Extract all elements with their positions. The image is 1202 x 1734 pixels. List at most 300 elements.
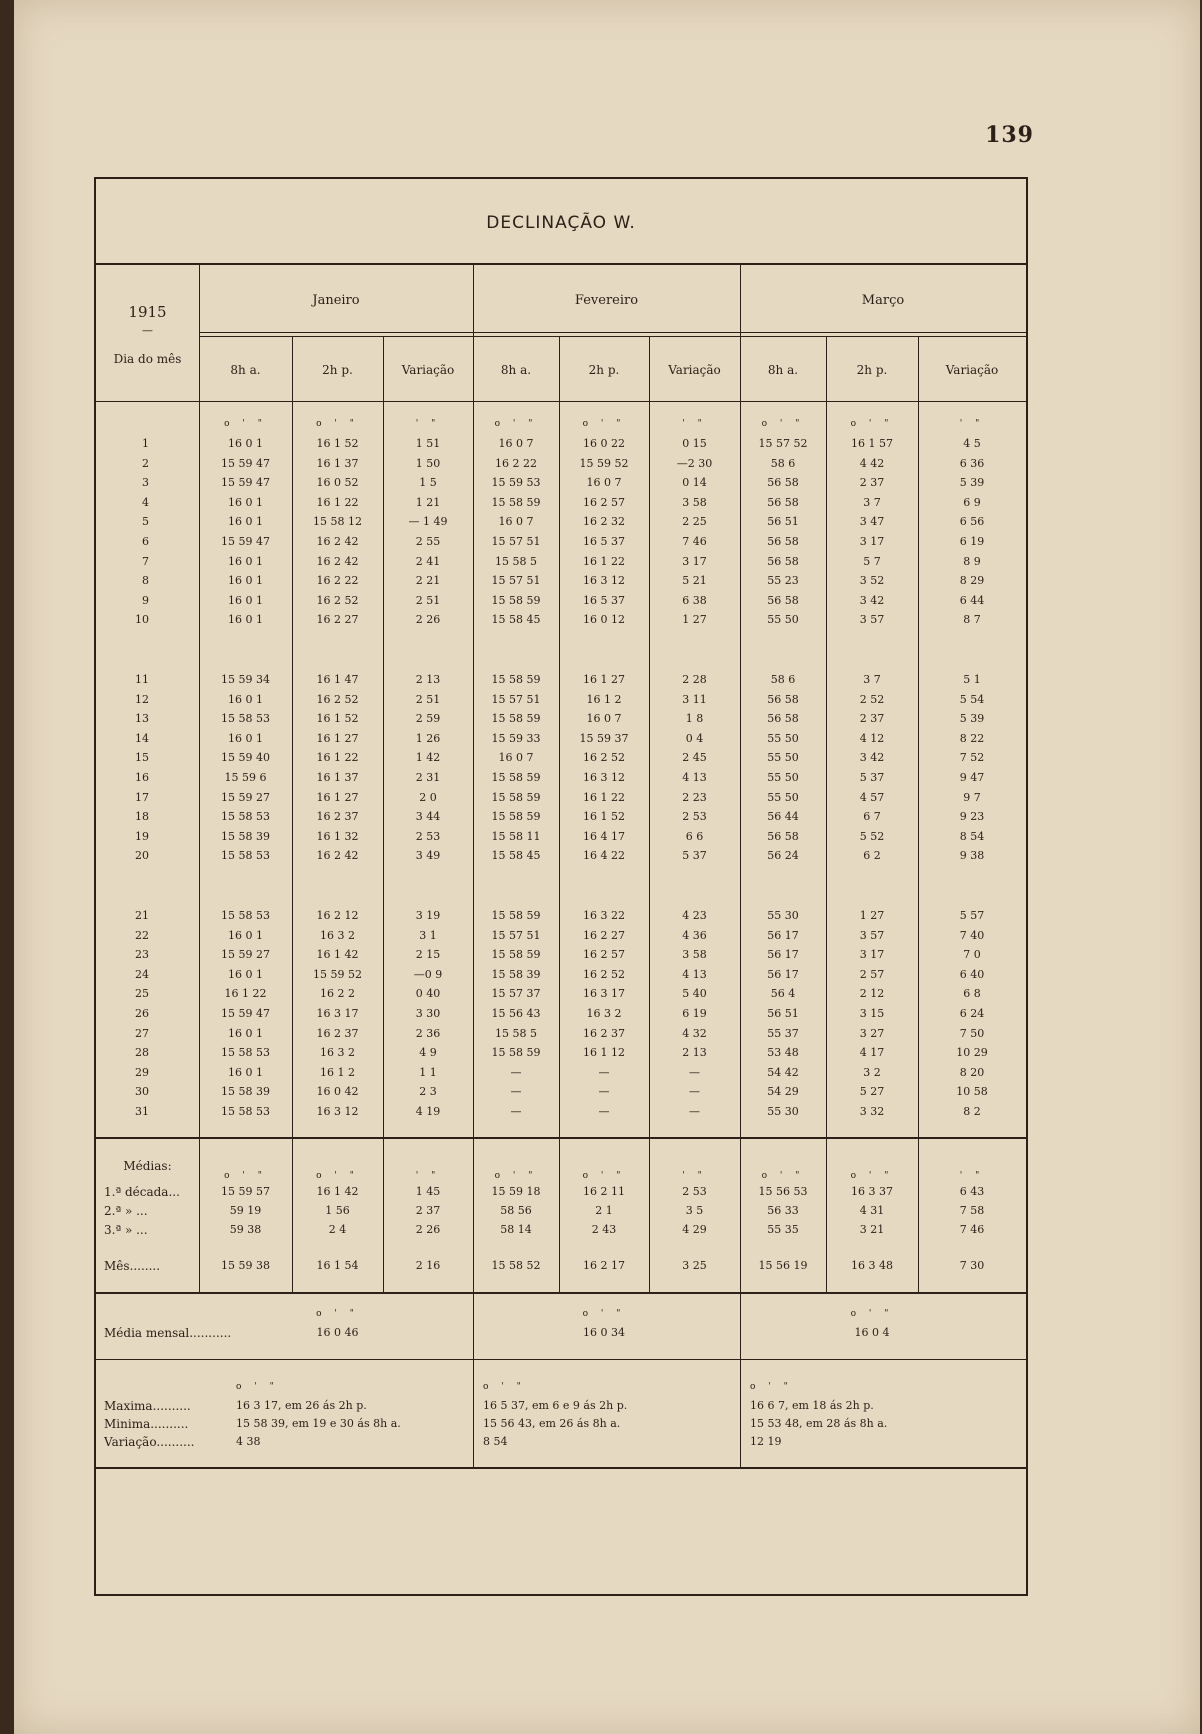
extreme-value: 12 19 bbox=[750, 1435, 782, 1448]
sub-header: 2h p. bbox=[856, 363, 888, 377]
unit-marker: o ' " bbox=[582, 1171, 626, 1181]
day-number: 30 bbox=[135, 1085, 149, 1099]
table-cell: 16 1 52 bbox=[583, 810, 625, 824]
table-cell: 4 13 bbox=[682, 967, 707, 981]
medias-cell: 2 4 bbox=[328, 1223, 347, 1236]
day-number: 1 bbox=[142, 437, 149, 450]
table-cell: 16 0 1 bbox=[228, 495, 263, 509]
table-cell: 4 42 bbox=[859, 456, 885, 470]
medias-cell: 15 59 57 bbox=[221, 1185, 270, 1198]
table-cell: 15 59 47 bbox=[221, 456, 270, 470]
day-number: 23 bbox=[135, 948, 149, 962]
table-cell: 2 51 bbox=[415, 692, 441, 706]
table-cell: 15 58 53 bbox=[221, 712, 270, 726]
table-cell: 0 15 bbox=[682, 437, 707, 450]
table-cell: 15 58 53 bbox=[221, 909, 270, 922]
table-cell: 16 3 12 bbox=[583, 574, 625, 588]
table-cell: 16 2 22 bbox=[316, 574, 359, 588]
table-cell: 15 58 53 bbox=[221, 849, 270, 863]
table-cell: 6 19 bbox=[959, 535, 985, 548]
table-cell: 16 0 1 bbox=[228, 1026, 263, 1040]
sub-header: 8h a. bbox=[230, 363, 261, 377]
table-cell: 0 14 bbox=[682, 476, 707, 490]
day-number: 6 bbox=[142, 535, 149, 548]
table-cell: 3 58 bbox=[682, 948, 707, 962]
unit-marker: o ' " bbox=[316, 1171, 359, 1181]
table-cell: 56 44 bbox=[767, 810, 799, 824]
declination-table bbox=[94, 177, 1028, 1596]
table-cell: 16 3 2 bbox=[320, 1046, 355, 1060]
table-cell: 15 57 51 bbox=[491, 574, 541, 588]
table-cell: — bbox=[510, 1105, 522, 1118]
unit-marker: o ' " bbox=[850, 1171, 894, 1181]
table-cell: 8 20 bbox=[959, 1065, 985, 1079]
table-cell: 54 42 bbox=[767, 1065, 799, 1079]
unit-marker: o ' " bbox=[494, 1171, 538, 1181]
table-cell: 15 58 53 bbox=[221, 810, 270, 824]
unit-marker: o ' " bbox=[483, 1382, 526, 1392]
table-cell: 16 0 1 bbox=[228, 1065, 263, 1079]
table-cell: 55 50 bbox=[767, 771, 799, 784]
table-cell: 5 39 bbox=[959, 476, 985, 490]
table-cell: 1 8 bbox=[685, 712, 704, 726]
extreme-value: 8 54 bbox=[483, 1435, 508, 1448]
table-cell: 5 21 bbox=[682, 574, 707, 588]
media-mensal-value: 16 0 46 bbox=[316, 1326, 359, 1339]
table-cell: 4 5 bbox=[963, 437, 981, 450]
table-cell: 5 37 bbox=[859, 771, 885, 784]
table-cell: 16 3 12 bbox=[583, 771, 625, 784]
table-cell: 2 26 bbox=[415, 613, 441, 627]
medias-cell: 3 5 bbox=[685, 1204, 704, 1217]
table-cell: 2 51 bbox=[415, 593, 441, 607]
day-number: 12 bbox=[135, 692, 149, 706]
table-cell: 16 1 52 bbox=[316, 437, 359, 450]
extreme-value: 16 6 7, em 18 ás 2h p. bbox=[750, 1399, 874, 1412]
unit-marker: ' " bbox=[959, 419, 985, 429]
table-cell: 16 0 1 bbox=[228, 692, 263, 706]
table-cell: 16 2 52 bbox=[583, 751, 625, 765]
day-number: 19 bbox=[135, 829, 149, 843]
table-cell: 2 55 bbox=[415, 535, 441, 548]
table-cell: 15 58 59 bbox=[491, 909, 541, 922]
sub-header: Variação bbox=[401, 363, 455, 377]
table-cell: 16 1 27 bbox=[583, 673, 625, 686]
sub-header: Variação bbox=[945, 363, 999, 377]
table-cell: 16 2 52 bbox=[583, 967, 625, 981]
medias-cell: 56 33 bbox=[767, 1204, 799, 1217]
mes-cell: 15 59 38 bbox=[221, 1259, 270, 1272]
media-mensal-label: Média mensal........... bbox=[104, 1326, 232, 1340]
table-cell: 2 57 bbox=[859, 967, 885, 981]
table-cell: 4 19 bbox=[415, 1105, 441, 1118]
medias-cell: 16 2 11 bbox=[583, 1185, 625, 1198]
table-cell: 6 6 bbox=[685, 829, 704, 843]
title-rule bbox=[96, 263, 1026, 265]
table-cell: 56 51 bbox=[767, 515, 799, 529]
table-cell: 16 2 52 bbox=[316, 692, 359, 706]
day-number: 20 bbox=[135, 849, 149, 863]
table-cell: 15 59 34 bbox=[221, 673, 270, 686]
medias-cell: 4 29 bbox=[682, 1223, 707, 1236]
mes-cell: 3 25 bbox=[682, 1259, 707, 1272]
table-cell: 15 57 51 bbox=[491, 692, 541, 706]
table-cell: 9 23 bbox=[959, 810, 985, 824]
table-cell: 16 0 12 bbox=[583, 613, 625, 627]
unit-marker: o ' " bbox=[761, 419, 805, 429]
table-cell: 4 36 bbox=[682, 928, 707, 942]
table-cell: 3 19 bbox=[415, 909, 441, 922]
table-cell: 5 37 bbox=[682, 849, 707, 863]
medias-cell: 4 31 bbox=[859, 1204, 885, 1217]
table-cell: 3 47 bbox=[859, 515, 885, 529]
table-cell: 55 50 bbox=[767, 751, 799, 765]
table-cell: 7 0 bbox=[963, 948, 981, 962]
unit-marker: o ' " bbox=[224, 419, 267, 429]
table-cell: 16 4 22 bbox=[583, 849, 625, 863]
table-cell: 15 58 59 bbox=[491, 495, 541, 509]
extreme-value: 16 3 17, em 26 ás 2h p. bbox=[236, 1399, 367, 1412]
table-cell: 9 38 bbox=[959, 849, 985, 863]
day-column-header: Dia do mês bbox=[113, 352, 182, 366]
medias-label: Médias: bbox=[123, 1159, 172, 1173]
table-cell: 16 4 17 bbox=[583, 829, 625, 843]
table-cell: 16 1 42 bbox=[316, 948, 359, 962]
table-cell: 16 1 37 bbox=[316, 456, 359, 470]
table-cell: 10 58 bbox=[956, 1085, 988, 1099]
table-cell: 16 0 1 bbox=[228, 731, 263, 745]
table-cell: 15 59 52 bbox=[313, 967, 362, 981]
extreme-value: 15 53 48, em 28 ás 8h a. bbox=[750, 1417, 888, 1430]
table-cell: 15 58 45 bbox=[491, 849, 541, 863]
day-number: 9 bbox=[142, 593, 149, 607]
day-number: 21 bbox=[135, 909, 149, 922]
table-cell: 5 40 bbox=[682, 987, 707, 1001]
year-dash: — bbox=[142, 324, 153, 337]
table-cell: 16 2 37 bbox=[316, 1026, 359, 1040]
table-cell: 2 25 bbox=[682, 515, 707, 529]
table-cell: 4 17 bbox=[859, 1046, 885, 1060]
page bbox=[14, 0, 1200, 1734]
table-cell: 15 58 45 bbox=[491, 613, 541, 627]
table-cell: 3 58 bbox=[682, 495, 707, 509]
year-label: 1915 bbox=[128, 303, 167, 321]
medias-cell: 3 21 bbox=[859, 1223, 885, 1236]
table-cell: 8 7 bbox=[963, 613, 981, 627]
table-cell: 6 38 bbox=[682, 593, 707, 607]
table-cell: 16 2 2 bbox=[320, 987, 355, 1001]
day-number: 4 bbox=[142, 495, 149, 509]
table-cell: 16 3 17 bbox=[583, 987, 625, 1001]
day-number: 11 bbox=[135, 673, 149, 686]
day-number: 24 bbox=[135, 967, 149, 981]
day-number: 22 bbox=[135, 928, 149, 942]
table-cell: 56 24 bbox=[767, 849, 799, 863]
mes-cell: 15 58 52 bbox=[491, 1259, 541, 1272]
table-cell: 5 27 bbox=[859, 1085, 885, 1099]
unit-marker: o ' " bbox=[236, 1382, 279, 1392]
table-cell: 56 58 bbox=[767, 593, 799, 607]
table-cell: 6 36 bbox=[959, 456, 985, 470]
sub-header: 2h p. bbox=[588, 363, 620, 377]
day-number: 28 bbox=[135, 1046, 149, 1060]
table-cell: 3 30 bbox=[415, 1007, 441, 1020]
table-cell: 3 17 bbox=[859, 535, 885, 548]
table-cell: 15 58 11 bbox=[491, 829, 541, 843]
table-cell: 15 57 52 bbox=[758, 437, 808, 450]
mes-cell: 2 16 bbox=[415, 1259, 441, 1272]
extreme-value: 15 56 43, em 26 ás 8h a. bbox=[483, 1417, 621, 1430]
table-cell: 16 2 42 bbox=[316, 849, 359, 863]
table-cell: 15 57 51 bbox=[491, 535, 541, 548]
unit-marker: o ' " bbox=[316, 419, 359, 429]
table-cell: — 1 49 bbox=[408, 515, 448, 529]
table-cell: 16 1 2 bbox=[586, 692, 622, 706]
table-cell: 16 0 1 bbox=[228, 554, 263, 568]
table-cell: 8 54 bbox=[959, 829, 985, 843]
table-cell: 15 58 59 bbox=[491, 673, 541, 686]
table-cell: 15 58 5 bbox=[495, 554, 537, 568]
subheader-rule bbox=[96, 401, 1026, 402]
mes-cell: 16 1 54 bbox=[316, 1259, 359, 1272]
medias-cell: 15 56 53 bbox=[758, 1185, 808, 1198]
table-cell: 5 52 bbox=[859, 829, 885, 843]
table-cell: 10 29 bbox=[956, 1046, 988, 1060]
table-cell: 1 26 bbox=[415, 731, 441, 745]
day-number: 7 bbox=[142, 554, 149, 568]
month-rule bbox=[199, 332, 1026, 333]
table-cell: 15 58 39 bbox=[221, 1085, 270, 1099]
table-cell: 16 3 17 bbox=[316, 1007, 359, 1020]
table-cell: 16 1 27 bbox=[316, 790, 359, 804]
table-cell: 15 59 33 bbox=[491, 731, 541, 745]
table-cell: 6 24 bbox=[959, 1007, 985, 1020]
month-rule-double bbox=[199, 336, 1026, 337]
table-cell: 56 58 bbox=[767, 554, 799, 568]
table-cell: 4 13 bbox=[682, 771, 707, 784]
medias-cell: 2 53 bbox=[682, 1185, 707, 1198]
table-cell: 2 13 bbox=[682, 1046, 707, 1060]
table-cell: 3 15 bbox=[859, 1007, 885, 1020]
table-cell: — bbox=[689, 1065, 700, 1079]
medias-cell: 16 1 42 bbox=[316, 1185, 359, 1198]
table-cell: 2 53 bbox=[415, 829, 441, 843]
table-cell: 15 58 12 bbox=[313, 515, 362, 529]
table-cell: 15 59 52 bbox=[579, 456, 629, 470]
table-cell: 6 8 bbox=[963, 987, 981, 1001]
table-cell: 15 58 59 bbox=[491, 712, 541, 726]
table-cell: 15 58 59 bbox=[491, 593, 541, 607]
unit-marker: ' " bbox=[959, 1171, 985, 1181]
table-cell: 55 37 bbox=[767, 1026, 799, 1040]
table-cell: 16 0 42 bbox=[316, 1085, 359, 1099]
table-cell: 8 29 bbox=[959, 574, 985, 588]
day-number: 2 bbox=[142, 456, 149, 470]
table-cell: 55 50 bbox=[767, 731, 799, 745]
table-cell: 58 6 bbox=[770, 673, 796, 686]
table-cell: 3 17 bbox=[682, 554, 707, 568]
table-cell: 6 44 bbox=[959, 593, 985, 607]
mes-cell: 7 30 bbox=[959, 1259, 985, 1272]
table-cell: 16 2 42 bbox=[316, 554, 359, 568]
table-cell: 15 59 47 bbox=[221, 1007, 270, 1020]
table-cell: 53 48 bbox=[767, 1046, 799, 1060]
mes-cell: 16 2 17 bbox=[583, 1259, 625, 1272]
table-cell: 8 22 bbox=[959, 731, 985, 745]
month-header: Fevereiro bbox=[574, 293, 639, 308]
table-cell: — bbox=[689, 1085, 700, 1099]
table-cell: 4 23 bbox=[682, 909, 707, 922]
table-cell: 2 31 bbox=[415, 771, 441, 784]
table-cell: 15 58 59 bbox=[491, 771, 541, 784]
media-mensal-value: 16 0 34 bbox=[583, 1326, 625, 1339]
table-cell: 15 58 39 bbox=[491, 967, 541, 981]
table-cell: 56 17 bbox=[767, 967, 799, 981]
table-cell: 55 50 bbox=[767, 613, 799, 627]
table-cell: 16 2 52 bbox=[316, 593, 359, 607]
extreme-value: 4 38 bbox=[236, 1435, 261, 1448]
table-cell: 2 52 bbox=[859, 692, 885, 706]
extremes-rule bbox=[96, 1359, 1026, 1360]
table-cell: 6 2 bbox=[863, 849, 881, 863]
table-cell: 16 0 1 bbox=[228, 574, 263, 588]
table-cell: 16 0 1 bbox=[228, 593, 263, 607]
table-cell: 16 3 22 bbox=[583, 909, 625, 922]
table-cell: 3 42 bbox=[859, 751, 885, 765]
table-cell: 58 6 bbox=[770, 456, 796, 470]
table-cell: 16 2 32 bbox=[583, 515, 625, 529]
table-cell: 5 54 bbox=[959, 692, 985, 706]
table-cell: 3 17 bbox=[859, 948, 885, 962]
table-cell: 2 41 bbox=[415, 554, 441, 568]
averages-rule bbox=[96, 1137, 1026, 1139]
table-cell: 2 36 bbox=[415, 1026, 441, 1040]
table-cell: 16 0 52 bbox=[316, 476, 359, 490]
table-cell: — bbox=[510, 1065, 522, 1079]
table-cell: 16 2 22 bbox=[495, 456, 537, 470]
table-cell: — bbox=[510, 1085, 522, 1099]
table-cell: 0 40 bbox=[415, 987, 441, 1001]
sub-header: Variação bbox=[668, 363, 721, 377]
table-cell: 3 1 bbox=[419, 928, 437, 942]
table-cell: 1 50 bbox=[415, 456, 441, 470]
table-cell: 9 7 bbox=[963, 790, 981, 804]
table-cell: 15 58 59 bbox=[491, 810, 541, 824]
table-cell: 56 58 bbox=[767, 712, 799, 726]
medias-cell: 58 14 bbox=[500, 1223, 532, 1236]
table-cell: 15 58 59 bbox=[491, 1046, 541, 1060]
table-cell: 15 58 53 bbox=[221, 1105, 270, 1118]
medias-cell: 2 43 bbox=[591, 1223, 617, 1236]
medias-row-label: 2.ª » ... bbox=[104, 1204, 148, 1218]
medias-row-label: 3.ª » ... bbox=[104, 1223, 148, 1237]
table-cell: 3 27 bbox=[859, 1026, 885, 1040]
table-cell: 16 2 42 bbox=[316, 535, 359, 548]
table-cell: 7 46 bbox=[682, 535, 707, 548]
table-cell: 56 58 bbox=[767, 535, 799, 548]
table-cell: 16 0 1 bbox=[228, 515, 263, 529]
table-cell: 9 47 bbox=[959, 771, 985, 784]
unit-marker: o ' " bbox=[750, 1382, 793, 1392]
table-cell: 15 58 39 bbox=[221, 829, 270, 843]
table-cell: 6 9 bbox=[963, 495, 981, 509]
extremes-bottom-rule bbox=[96, 1467, 1026, 1469]
table-cell: 16 0 7 bbox=[498, 437, 534, 450]
table-cell: 15 59 47 bbox=[221, 535, 270, 548]
table-cell: 56 58 bbox=[767, 495, 799, 509]
day-number: 13 bbox=[135, 712, 149, 726]
table-cell: 16 5 37 bbox=[583, 593, 625, 607]
table-cell: 16 2 37 bbox=[316, 810, 359, 824]
sub-header: 2h p. bbox=[322, 363, 353, 377]
page-number: 139 bbox=[985, 122, 1034, 148]
table-cell: 6 19 bbox=[682, 1007, 707, 1020]
table-cell: 16 3 2 bbox=[320, 928, 355, 942]
table-cell: 16 2 57 bbox=[583, 948, 625, 962]
table-cell: 16 1 2 bbox=[320, 1065, 355, 1079]
table-cell: 5 39 bbox=[959, 712, 985, 726]
table-cell: 1 42 bbox=[415, 751, 441, 765]
unit-marker: ' " bbox=[682, 1171, 707, 1181]
table-cell: 15 59 53 bbox=[491, 476, 541, 490]
table-cell: 16 1 37 bbox=[316, 771, 359, 784]
table-cell: 5 7 bbox=[863, 554, 881, 568]
table-cell: 16 1 12 bbox=[583, 1046, 625, 1060]
table-cell: 15 57 37 bbox=[491, 987, 541, 1001]
table-cell: 56 51 bbox=[767, 1007, 799, 1020]
day-number: 18 bbox=[135, 810, 149, 824]
table-cell: 55 50 bbox=[767, 790, 799, 804]
medias-cell: 2 37 bbox=[415, 1204, 441, 1217]
table-cell: 6 7 bbox=[863, 810, 881, 824]
extreme-label: Maxima.......... bbox=[104, 1399, 191, 1413]
table-cell: 8 2 bbox=[963, 1105, 981, 1118]
table-cell: 2 37 bbox=[859, 476, 885, 490]
table-cell: 56 58 bbox=[767, 476, 799, 490]
table-cell: 1 1 bbox=[419, 1065, 437, 1079]
table-cell: —2 30 bbox=[676, 456, 713, 470]
table-cell: 16 2 27 bbox=[316, 613, 359, 627]
table-cell: 16 5 37 bbox=[583, 535, 625, 548]
extreme-value: 15 58 39, em 19 e 30 ás 8h a. bbox=[236, 1417, 401, 1430]
table-cell: 3 52 bbox=[859, 574, 885, 588]
table-cell: 16 2 37 bbox=[583, 1026, 625, 1040]
table-cell: 6 40 bbox=[959, 967, 985, 981]
table-cell: 55 23 bbox=[767, 574, 799, 588]
medias-cell: 15 59 18 bbox=[491, 1185, 541, 1198]
table-cell: 16 2 27 bbox=[583, 928, 625, 942]
medias-cell: 1 56 bbox=[325, 1204, 350, 1217]
table-cell: 1 5 bbox=[419, 476, 437, 490]
unit-marker: ' " bbox=[415, 419, 441, 429]
table-cell: 15 58 59 bbox=[491, 948, 541, 962]
table-cell: 16 0 22 bbox=[583, 437, 625, 450]
table-cell: 1 27 bbox=[682, 613, 707, 627]
table-cell: 8 9 bbox=[963, 554, 981, 568]
media-mensal-value: 16 0 4 bbox=[854, 1326, 890, 1339]
table-cell: — bbox=[598, 1105, 610, 1118]
table-cell: 3 57 bbox=[859, 613, 885, 627]
table-cell: 16 1 22 bbox=[583, 554, 625, 568]
table-cell: 3 11 bbox=[682, 692, 707, 706]
table-cell: 15 59 6 bbox=[224, 771, 267, 784]
table-cell: 16 1 32 bbox=[316, 829, 359, 843]
day-number: 31 bbox=[135, 1105, 149, 1118]
medias-cell: 1 45 bbox=[415, 1185, 441, 1198]
sub-header: 8h a. bbox=[767, 363, 799, 377]
table-title: DECLINAÇÃO W. bbox=[486, 213, 636, 233]
table-cell: 15 59 40 bbox=[221, 751, 270, 765]
